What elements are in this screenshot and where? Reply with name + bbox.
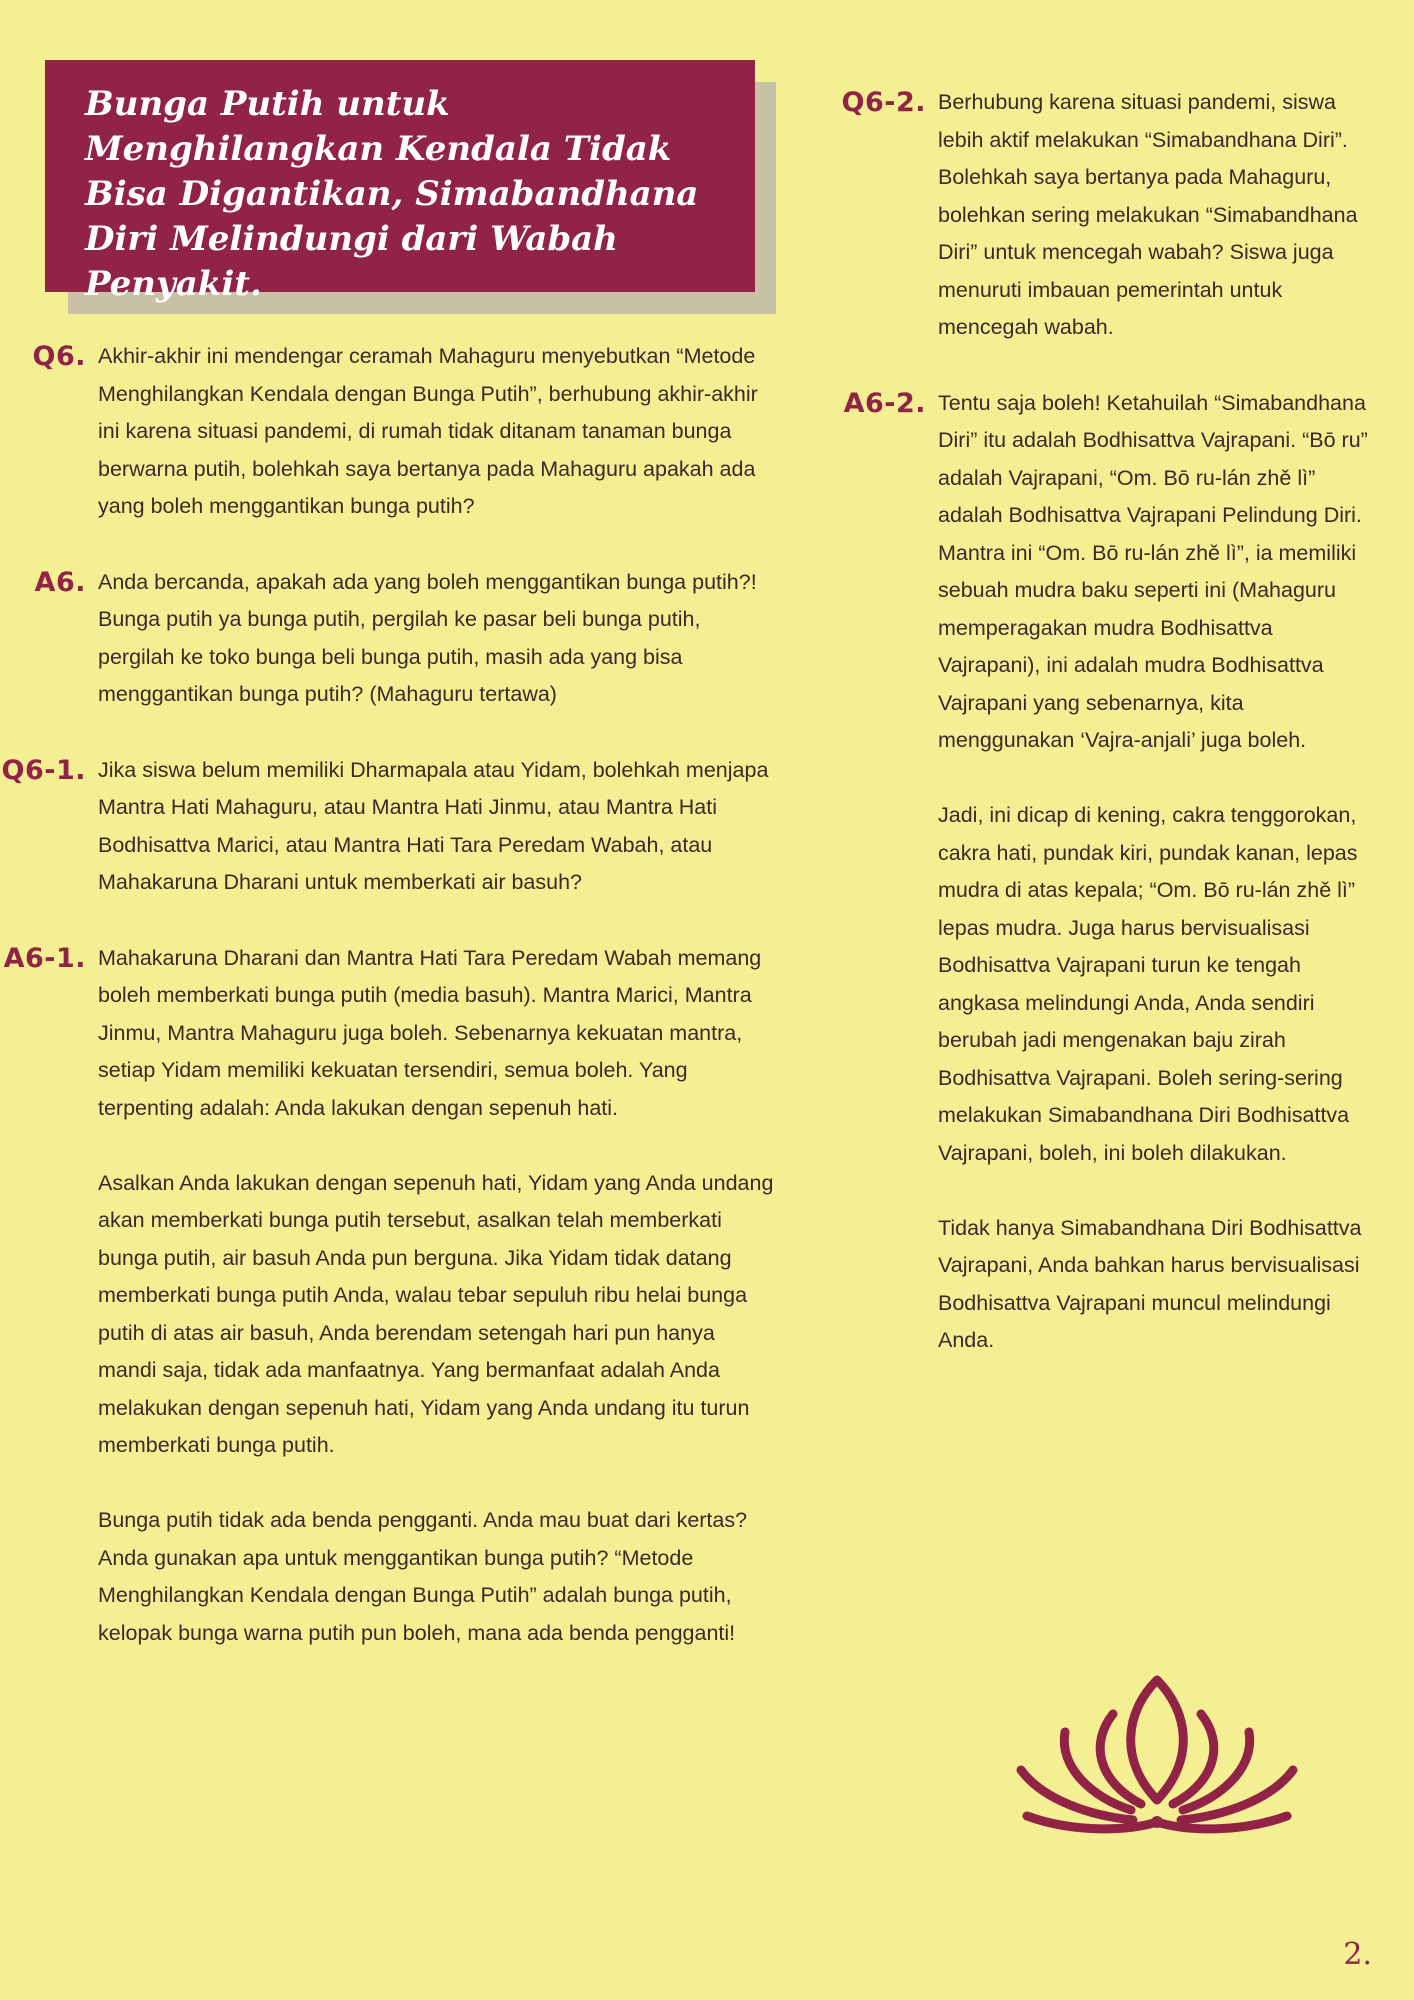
page-title: Bunga Putih untuk Menghilangkan Kendala Tidak Bisa Digantikan, Simabandhana Diri Melindungi dari Wabah Penyakit. [85,84,699,304]
qa-paragraph: Tidak hanya Simabandhana Diri Bodhisattva Vajrapani, Anda bahkan harus bervisualisasi Bodhisattva Vajrapani muncul melindungi Anda. [938,1215,1362,1352]
qa-paragraph: Mahakaruna Dharani dan Mantra Hati Tara Peredam Wabah memang boleh memberkati bunga putih (media basuh). Mantra Marici, Mantra Jinmu, Mantra Mahaguru juga boleh. Sebenarnya kekuatan mantra, setiap Yidam memiliki kekuatan tersendiri, semua boleh. Yang terpenting adalah: Anda lakukan dengan sepenuh hati. [98,945,762,1120]
qa-paragraph: Berhubung karena situasi pandemi, siswa lebih aktif melakukan “Simabandhana Diri”. Bolehkah saya bertanya pada Mahaguru, bolehkan sering melakukan “Simabandhana Diri” untuk mencegah wabah? Siswa juga menuruti imbauan pemerintah untuk mencegah wabah. [938,90,1358,339]
qa-paragraph: Tentu saja boleh! Ketahuilah “Simabandhana Diri” itu adalah Bodhisattva Vajrapani. “Bō ru” adalah Vajrapani, “Om. Bō ru-lán zhě lì” adalah Bodhisattva Vajrapani Pelindung Diri. Mantra ini “Om. Bō ru-lán zhě lì”, ia memiliki sebuah mudra baku seperti ini (Mahaguru memperagakan mudra Bodhisattva Vajrapani), ini adalah mudra Bodhisattva Vajrapani yang sebenarnya, kita menggunakan ‘Vajra-anjali’ juga boleh. [938,390,1368,752]
qa-paragraph: Bunga putih tidak ada benda pengganti. Anda mau buat dari kertas? Anda gunakan apa untuk menggantikan bunga putih? “Metode Menghilangkan Kendala dengan Bunga Putih” adalah bunga putih, kelopak bunga warna putih pun boleh, mana ada benda pengganti! [98,1508,748,1645]
page-number: 2. [1343,1937,1372,1972]
qa-q6-2 [841,84,1374,347]
question-label: Q6. [32,341,86,372]
left-column [1,338,778,1690]
qa-paragraph: Asalkan Anda lakukan dengan sepenuh hati, Yidam yang Anda undang akan memberkati bunga putih tersebut, asalkan telah memberkati bunga putih, air basuh Anda pun berguna. Jika Yidam tidak datang memberkati bunga putih Anda, walau tebar sepuluh ribu helai bunga putih di atas air basuh, Anda berendam setengah hari pun hanya mandi saja, tidak ada manfaatnya. Yang bermanfaat adalah Anda melakukan dengan sepenuh hati, Yidam yang Anda undang itu turun memberkati bunga putih. [98,1170,774,1457]
qa-paragraph: Anda bercanda, apakah ada yang boleh menggantikan bunga putih?! Bunga putih ya bunga putih, pergilah ke pasar beli bunga putih, pergilah ke toko bunga beli bunga putih, masih ada yang bisa menggantikan bunga putih? (Mahaguru tertawa) [98,569,757,706]
qa-q6 [32,338,778,526]
qa-paragraph: Akhir-akhir ini mendengar ceramah Mahaguru menyebutkan “Metode Menghilangkan Kendala dengan Bunga Putih”, berhubung akhir-akhir ini karena situasi pandemi, di rumah tidak ditanam tanaman bunga berwarna putih, bolehkah saya bertanya pada Mahaguru apakah ada yang boleh menggantikan bunga putih? [98,344,758,518]
qa-paragraph: Jadi, ini dicap di kening, cakra tenggorokan, cakra hati, pundak kiri, pundak kanan, lepas mudra di atas kepala; “Om. Bō ru-lán zhě lì” lepas mudra. Juga harus bervisualisasi Bodhisattva Vajrapani turun ke tengah angkasa melindungi Anda, Anda sendiri berubah jadi mengenakan baju zirah Bodhisattva Vajrapani. Boleh sering-sering melakukan Simabandhana Diri Bodhisattva Vajrapani, boleh, ini boleh dilakukan. [938,803,1358,1165]
lotus-icon [1004,1672,1310,1838]
title-box [45,60,755,304]
right-column [841,84,1374,1398]
qa-paragraph: Jika siswa belum memiliki Dharmapala atau Yidam, bolehkah menjapa Mantra Hati Mahaguru, atau Mantra Hati Jinmu, atau Mantra Hati Bodhisattva Marici, atau Mantra Hati Tara Peredam Wabah, atau Mahakaruna Dharani untuk memberkati air basuh? [98,757,769,894]
qa-q6-1 [1,752,778,902]
question-label: Q6-1. [1,754,86,786]
qa-a6-2 [843,385,1374,1360]
answer-label: A6-1. [3,942,86,974]
qa-a6 [34,564,778,714]
qa-a6-1 [3,940,778,1653]
answer-label: A6. [34,566,86,598]
question-label: Q6-2. [841,87,926,118]
answer-label: A6-2. [843,387,926,419]
